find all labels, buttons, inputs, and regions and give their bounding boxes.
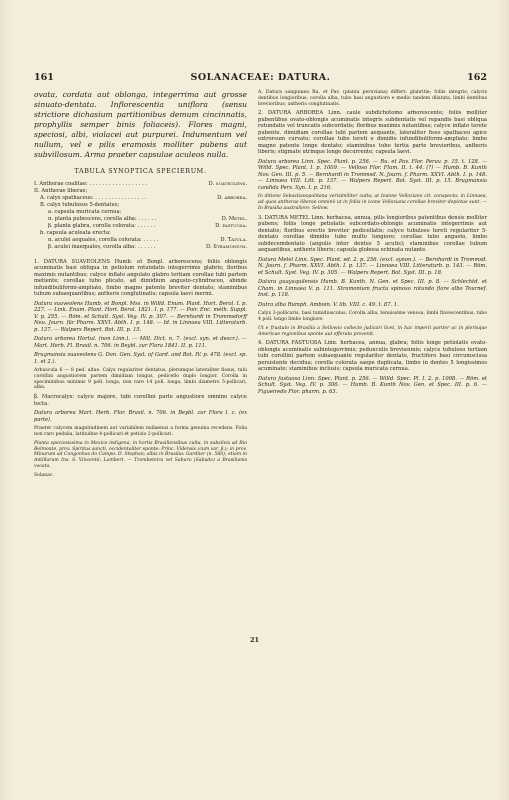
page-number-right: 162 bbox=[467, 72, 487, 83]
synopsis-row: a. capsula muricata cernua: bbox=[48, 208, 122, 215]
running-title: SOLANACEAE: DATURA. bbox=[190, 72, 331, 83]
species-4-diagnosis: 4. DATURA FASTUOSA Linn. herbacea, annua, glabra; foliis longe petiolatis ovato-oblongis acuminatis subintegerrimis; pedunculis brevissimis; calyce tubuloso tertiam tubi corollini partem subaequante regulariter dentato, fructifero basi circumscissa persistente decidua; corolla colorata saepe duplicata, limbo in dentes 5 longissimos acuminato; staminibus inclusis; capsula muricata cernua. bbox=[258, 340, 487, 373]
species-1-synonymy-2: Datura arborea Hortul. (non Linn.). — Mill. Dict. n. 7. (excl. syn. et descr.). — Mart. Herb. Fl. Brasil. n. 706. in Beybl. zur Flora 1841. II. p. 111. bbox=[34, 336, 247, 349]
variety-beta-notes: Praeter calycem magnitudinem aut variabilem nullaenus a forma genuina recedens. Folia non raro pedalia, latitudine 4-pollicari et petiolo 2-pollicari. bbox=[34, 426, 247, 437]
signature-mark: 21 bbox=[249, 636, 260, 644]
species-1-synonymy-3: Brugmansia suaveolens G. Don. Gen. Syst. of Gard. and Bot. IV. p. 478. (excl. sp. 1. et 2.). bbox=[34, 352, 247, 365]
variety-beta: β. Macrocalyx: calyce majore, tubi corollini parte angustiore omnino calyce tecta. bbox=[34, 394, 247, 407]
synopsis-row: β. planta glabra, corolla colorata: . . . . . . D. fastuosa. bbox=[48, 222, 247, 229]
species-3-notes: Calyx 3-pollicaris, basi tumidiusculus. Corolla alba, tenuissime venosa, limbi flavescentibus, tubo 4 poll. longo limbo longiore. bbox=[258, 311, 487, 323]
species-2-diagnosis: 2. DATURA ARBOREA Linn. caule subdichotomo arborescente; foliis molliter pubentibus ovato-oblongis acuminatis integris subdentatis vel repandis basi obliqua rotundatis vel truncatis subcordatis; floribus maximis nutantibus; calyce inflato terete pubente. dimidiam corollae tubi partem aequante, lateraliter fisso spathaceo apice extrorsum curvato; corollae tubo tereti e dimidio infundibuliformi-ampliato; limbo magno patente longe dentato; staminibus tubo tertia parte brevioribus, antheris liberis; stigmate utrinque longe decurrente; capsula laevi. bbox=[258, 110, 487, 156]
datura-sanguinea-note: A. Datura sanguinea Ru. et Pav. (planta peruviana) differt: glabritie; foliis integris; calycis dentibus longioribus; corolla alba, tubo basi angustiore e medio tandem dilatata, limbi dentibus brevioribus; antheris conglutinatis. bbox=[258, 90, 487, 107]
page-number-left: 161 bbox=[34, 72, 54, 83]
species-3-diagnosis: 3. DATURA METEL Linn. herbacea, annua, pilis longioribus patentibus densis molliter pubens; foliis longe petiolatis subcordato-oblongis acuminatis integerrimis aut dentatis; floribus erectis breviter pedicellatis; calyce tubuloso tereti regulariter 5-dentato corollae dimidio tubo multo longiore; corollae tubo angusto, limbo subdecemdentato (angulis inter dentes 5 acutis); staminibus corollae tubum aequantibus, antheris liberis; capsula globosa echinata nutante. bbox=[258, 214, 487, 254]
synopsis-row: II. Antherae liberae; bbox=[34, 187, 88, 194]
right-column bbox=[258, 90, 487, 398]
species-3-distribution: Ut e frustulo in Brasilia a Sellowio collecto judicari licet, in hac imperii pariter ac in plerisque Americae regionibus sponte aut efferata provenit. bbox=[258, 325, 487, 337]
synopsis-title: TABULA SYNOPTICA SPECIERUM. bbox=[74, 167, 207, 175]
species-1-synonymy: Datura suaveolens Humb. et Bonpl. Mss. in Willd. Enum. Plant. Hort. Berol. I. p. 227. — Link. Enum. Plant. Hort. Berol. 1821. I. p. 177. — Poir. Enc. méth. Suppl. V. p. 255. — Röm. et Schult. Syst. Veg. IV. p. 307. — Bernhardi in Trommsdorff Neu. Journ. für Pharm. XXVI. Abth. I. p. 148. — Id. in Linnaea VIII. Litteraturb. p. 137. — Walpers Repert. Bot. III. p. 15. bbox=[34, 300, 247, 333]
species-3-synonymy: Datura Metel Linn. Spec. Plant. ed. 2. p. 256. (excl. synon.). — Bernhardi in Trommsd. N. Journ. f. Pharm. XXVI. Abth. I. p. 137. — Linnaea VIII. Litteraturb. p. 143. — Röm. et Schult. Syst. Veg. IV. p. 305. — Walpers Repert. Bot. Syst. III. p. 18. bbox=[258, 256, 487, 276]
species-3-synonymy-2: Datura guayaquilensis Humb. B. Kunth. N. Gen. et Spec. III. p. 8. — Schlechtd. et Cham. in Linnaea V. p. 111. Stramonium fructu spinoso rotundo flore albo Tournef. Inst. p. 118. bbox=[258, 279, 487, 299]
species-2-synonymy: Datura arborea Linn. Spec. Plant. p. 256. — Ru. et Pav. Flor. Peruv. p. 15. t. 128. — Willd. Spec. Plant. I. p. 1009. — Velloso Flor. Flum. II. t. 44. (?) — Humb. B. Kunth Nov. Gen. III. p. 5. — Bernhardi in Trommsd. N. Journ. f. Pharm. XXVI. Abth. I. p. 148. — Linnaea VIII. Litt. p. 137. — Walpers Repert. Bot. Syst. III. p. 15. Brugmansia candida Pers. Syn. I. p. 216. bbox=[258, 158, 487, 191]
synopsis-row: α. aculei aequales, corolla colorata: . . . . . D. Tatula. bbox=[48, 236, 247, 243]
left-column bbox=[34, 90, 247, 482]
synopsis-row: B. calyx tubulosus 5-dentatus; bbox=[40, 201, 120, 208]
synopsis-row: β. aculei inaequales, corolla alba: . . . . . . D. Stramonium. bbox=[48, 243, 247, 250]
species-4-synonymy: Datura fastuosa Linn. Spec. Plant. p. 256. — Willd. Spec. Pl. I. 2. p. 1008. — Röm. et Schult. Syst. Veg. IV. p. 306. — Humb. B. Kunth Nov. Gen. et Spec. III. p. 6. — Figueiredo Flor. pharm. p. 63. bbox=[258, 375, 487, 395]
left-footer-note: Solanac. bbox=[34, 472, 54, 478]
running-header bbox=[34, 72, 487, 86]
species-1-notes: Arbuscula 6 — 8 ped. altae. Calyx regulariter dentatus, plerumque lateraliter fissus, tubi corollini angustiorem partem dimidiam longus, pedicello duplo longior. Corolla in speciminibus minimis 9 poll. longa, non rare 14 poll. longa, limbi diametro 5-pollicari, alba. bbox=[34, 368, 247, 391]
species-3-synonymy-3: Dutra alba Rumph. Amboin. V. lib. VIII. c. 49. t. 87. 1. bbox=[258, 301, 399, 308]
synopsis-row: α. planta pubescens, corolla alba: . . . . . . D. Metel. bbox=[48, 215, 247, 222]
synopsis-row: I. Antherae coalitae: . . . . . . . . . . . . . . . . . . D. suaveolens. bbox=[34, 180, 247, 187]
genus-description: ovata, cordata aut oblonga, integerrima aut grosse sinuato-dentata. Inflorescentia uniflora (sensu strictiore dichasium partitionibus demum cincinnatis, prophyllis semper binis foliaceis). Flores magni, speciosi, albi, violacei aut purpurei. Indumentum vel nullum, vel e pilis eramosis molliter pubens aut subvillosum. Arma praeter capsulae aculeos nulla. bbox=[34, 90, 247, 159]
species-2-distribution: In ditione Sebastianopolitana verisimiliter culta; at Ioanne Velloziano cit. conspecta: in Linnaea, ad quos antherae liberae omninò ut in foliis in icone Velloziana corollae breviter depictae sunt. — In Brasilia australiore: Sellow. bbox=[258, 194, 487, 211]
species-1-distribution: Planta speciosissima in Mexico indigena, in hortis Brasiliensibus culta, in subsilvis ad Rio Belmonte, prov. Spiritus sancti, occidentaliter sponte: Princ. Vidensis (cum var. β.); in prov. Minarum ad Congonhas do Campo: D. Stephan; albis in Brasilia: Gardner (n. 560); etiam in Antillarum Ins. S. Vincentii: Lambert. — Trombeteira vel Saburo (Sabudo) a Brasilianis vocata. bbox=[34, 440, 247, 469]
synopsis-row: b. capsula aculeata erecta: bbox=[40, 229, 111, 236]
synopsis-row: A. calyx spathaceus: . . . . . . . . . . . . . . . . D. arborea. bbox=[40, 194, 247, 201]
species-1-diagnosis: 1. DATURA SUAVEOLENS Humb. et Bonpl. arborescens; foliis oblongis acuminatis basi obliqua in petiolum rotundatis integerrimis glabris; floribus maximis nutantibus; calyce inflato angulato glabro tertiam corollae tubi partem metiente; corollae tubo plicato, ad dimidium angusto-cylindraceo, abinde infundibuliformi-ampliato, limbo magno patente breviter dentato; staminibus tubum subaequantibus; antheris conglutinatis; capsula laevi inermi. bbox=[34, 258, 247, 297]
synopsis-table bbox=[34, 181, 247, 251]
variety-beta-synonymy: Datura arborea Mart. Herb. Flor. Brasil. n. 706. in Beybl. zur Flora l. c. (ex parte). bbox=[34, 410, 247, 423]
